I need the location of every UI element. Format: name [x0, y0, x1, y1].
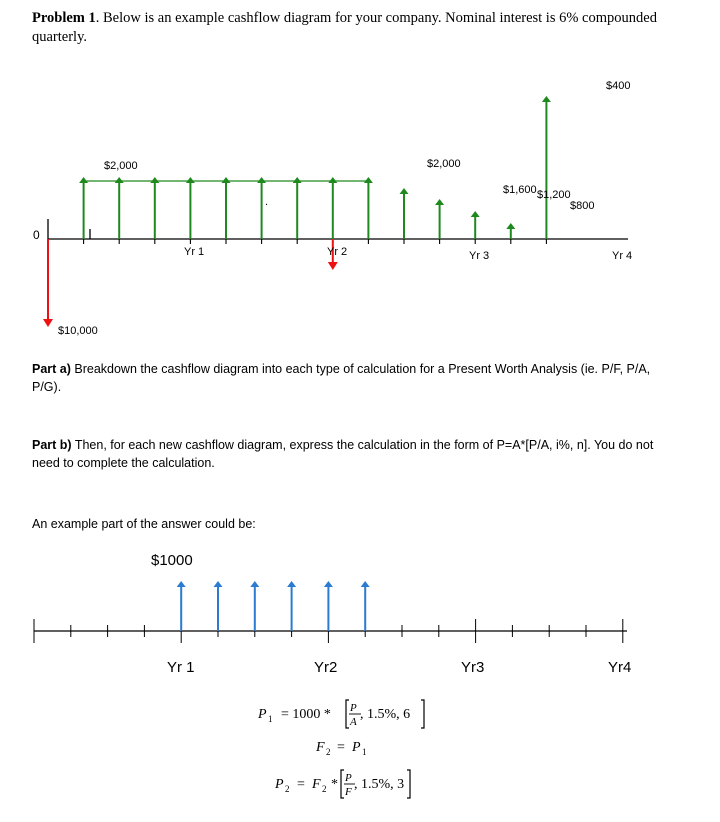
- f3-args: , 1.5%, 3: [354, 777, 405, 792]
- f1-factor-num: P: [350, 702, 357, 714]
- label-left-annuity: $2,000: [104, 160, 138, 172]
- example-year-label-4: Yr4: [608, 659, 632, 675]
- elided-marker: .: [265, 196, 269, 208]
- f3-factor-den: F: [345, 786, 352, 798]
- part-a-text: Breakdown the cashflow diagram into each type of calculation for a Present Worth Analysis (ie. P/F, P/A, P/G).: [32, 362, 651, 394]
- part-b-text: Then, for each new cashflow diagram, express the calculation in the form of P=A*[P/A, i%, n]. You do not need to complete the calculation.: [32, 438, 654, 470]
- f1-lhs: P: [258, 707, 267, 722]
- cashflow-arrow-3-p3: [150, 177, 159, 239]
- label-right-annuity: $2,000: [427, 158, 461, 170]
- main-cashflow-diagram: [0, 0, 720, 345]
- f3-factor-num: P: [345, 772, 352, 784]
- part-b: [32, 436, 682, 472]
- f3-lhs-sub: 2: [285, 784, 290, 794]
- cashflow-arrow-14-p13: [506, 223, 515, 239]
- f2-rhs-sub: 1: [362, 747, 367, 757]
- example-arrow-p7: [287, 581, 296, 631]
- label-15000: $400: [606, 80, 631, 92]
- f2-eq: =: [337, 740, 345, 755]
- cashflow-arrow-4-p4: [186, 177, 195, 239]
- cashflow-arrow-12-p11: [435, 199, 444, 239]
- example-intro: An example part of the answer could be:: [32, 517, 256, 531]
- example-year-label-2: Yr2: [314, 659, 338, 675]
- f3-mid-sub: 2: [322, 784, 327, 794]
- cashflow-arrow-6-p6: [257, 177, 269, 239]
- year-label-1: Yr 1: [184, 246, 205, 258]
- f3-lhs: P: [275, 777, 284, 792]
- year-label-4: Yr 4: [612, 250, 633, 262]
- cashflow-arrow-5-p5: [222, 177, 231, 239]
- cashflow-arrow-8-p8: [328, 177, 337, 239]
- example-year-label-1: Yr 1: [167, 659, 195, 675]
- zero-label: 0: [33, 228, 40, 242]
- label-800: $1,200: [537, 189, 571, 201]
- part-a: [32, 360, 682, 396]
- f1-lhs-sub: 1: [268, 714, 273, 724]
- cashflow-arrow-0-initial-cost: [43, 239, 53, 327]
- problem-number: Problem 1: [32, 10, 96, 26]
- example-arrow-p6: [250, 581, 259, 631]
- f3-eq: =: [297, 777, 305, 792]
- cashflow-arrow-7-p7: [293, 177, 302, 239]
- formula-p2: [274, 770, 410, 798]
- example-amount-label: $1000: [151, 552, 193, 569]
- year-label-2: Yr 2: [327, 246, 348, 258]
- example-arrow-p8: [324, 581, 333, 631]
- example-arrow-p5: [214, 581, 223, 631]
- cashflow-arrow-13-p12: [471, 211, 480, 239]
- f1-factor-den: A: [350, 716, 357, 728]
- cashflow-arrow-15-p14: [542, 96, 551, 239]
- problem-text: . Below is an example cashflow diagram for your company. Nominal interest is 6% compounded quarterly.: [32, 10, 657, 45]
- label-1200: $1,600: [503, 184, 537, 196]
- example-arrow-p4: [177, 581, 186, 631]
- f1-rhs: = 1000 *: [281, 707, 331, 722]
- formula-p1: [257, 700, 424, 728]
- f3-mid: F: [312, 777, 321, 792]
- f1-args: , 1.5%, 6: [360, 707, 411, 722]
- formula-f2: [315, 740, 367, 757]
- cashflow-arrow-2-p2: [115, 177, 124, 239]
- part-b-label: Part b): [32, 438, 72, 452]
- example-cashflow-diagram: [0, 545, 720, 675]
- label-400: $800: [570, 200, 595, 212]
- year-label-3: Yr 3: [469, 250, 490, 262]
- f2-lhs: F: [316, 740, 325, 755]
- example-year-label-3: Yr3: [461, 659, 485, 675]
- f2-rhs: P: [352, 740, 361, 755]
- f2-lhs-sub: 2: [326, 747, 331, 757]
- cashflow-arrow-11-p10: [400, 188, 409, 239]
- cashflow-arrow-10-p9: [364, 177, 373, 239]
- formulas: [0, 682, 720, 822]
- f3-star: *: [331, 777, 338, 792]
- example-arrow-p9: [361, 581, 370, 631]
- part-a-label: Part a): [32, 362, 71, 376]
- cashflow-arrow-1-p1: [79, 177, 88, 239]
- label-10000: $10,000: [58, 325, 98, 337]
